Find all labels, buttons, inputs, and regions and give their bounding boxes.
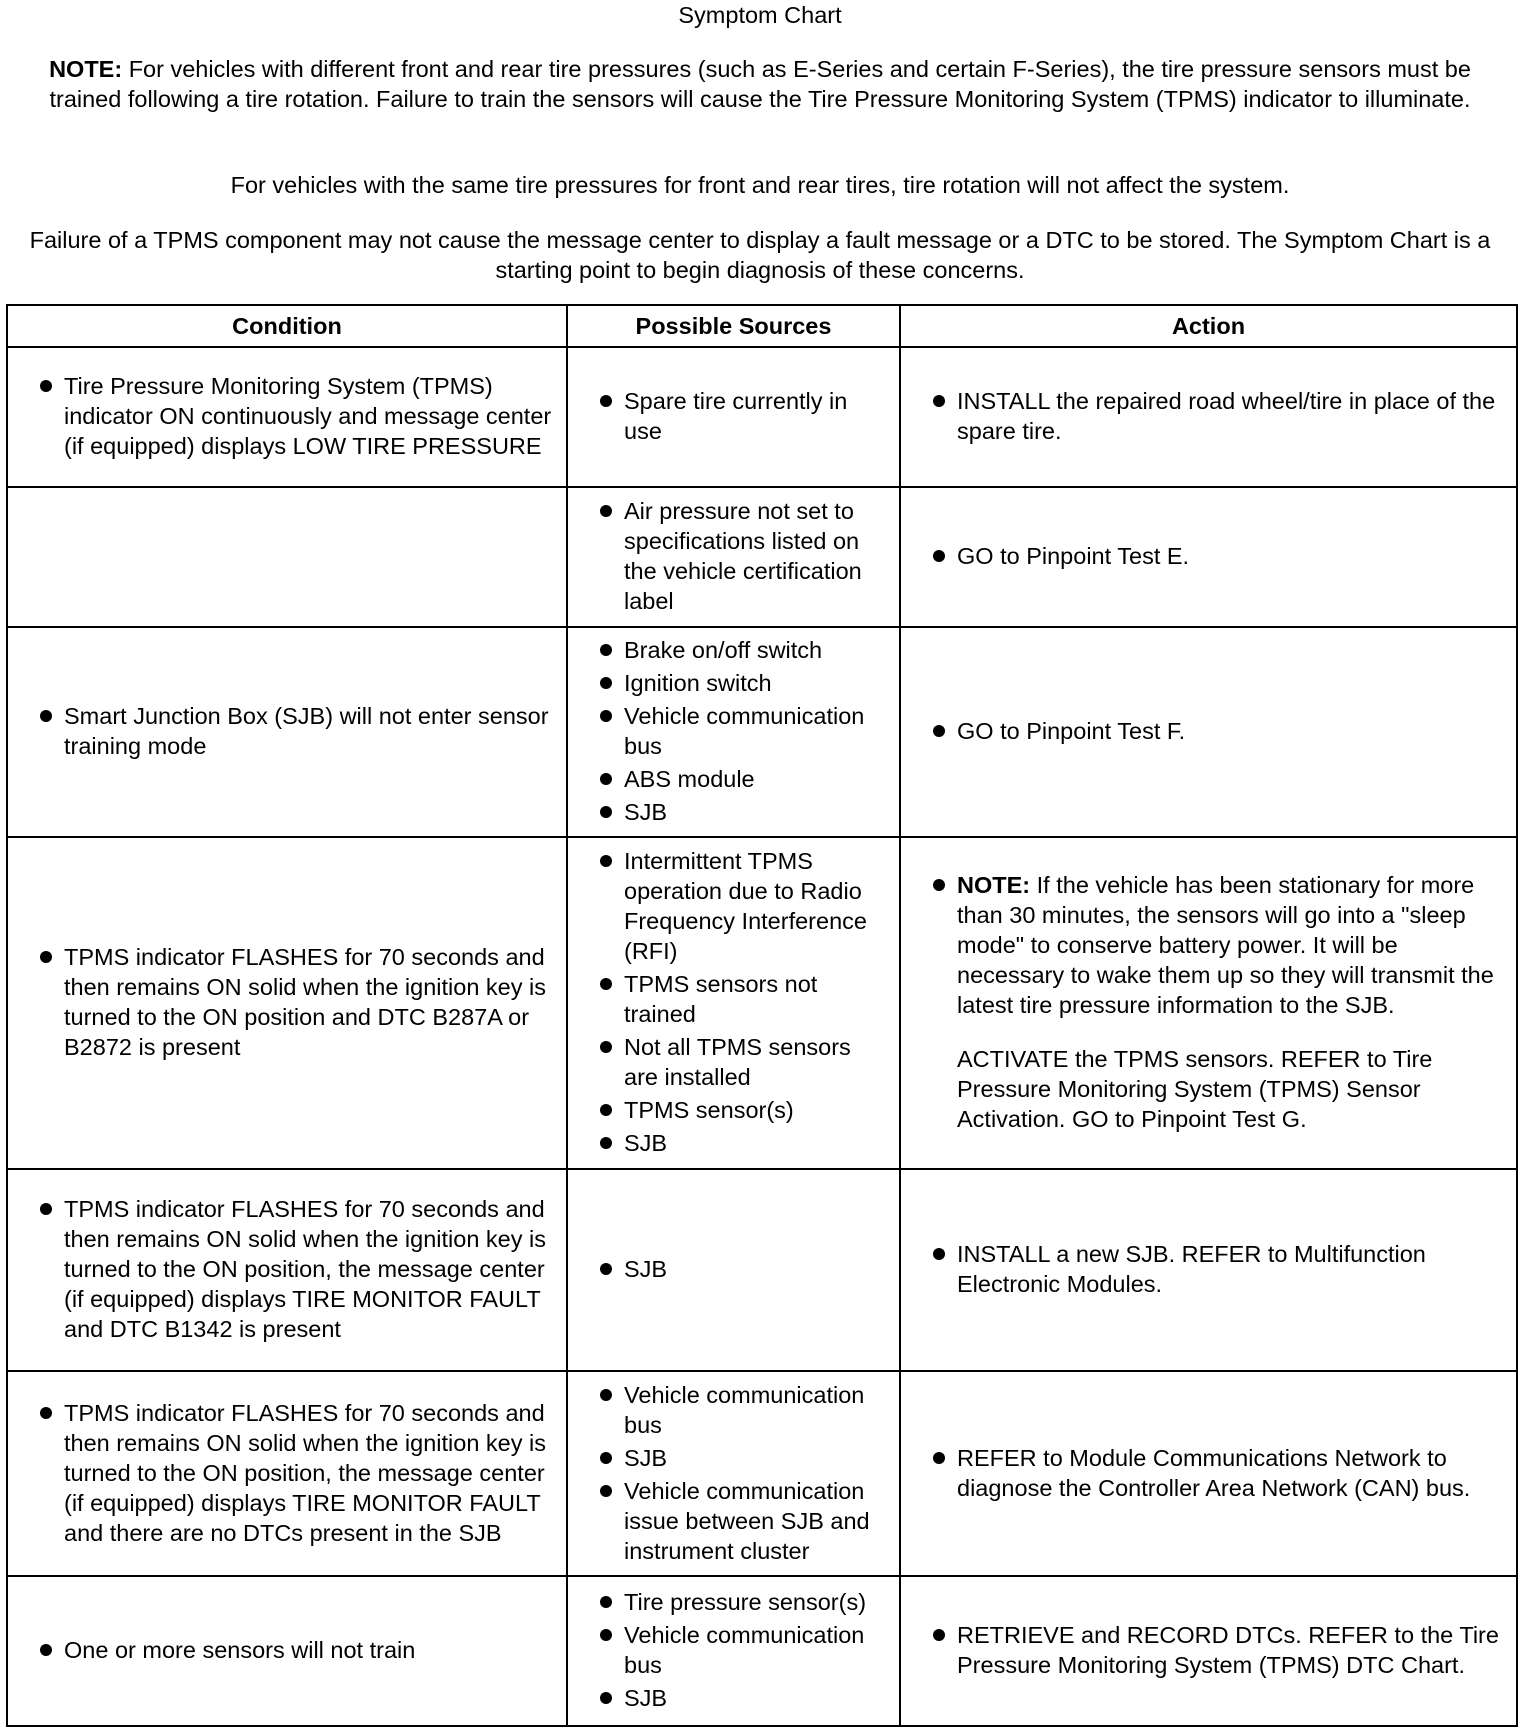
condition-cell: [7, 627, 567, 837]
condition-item: One or more sensors will not train: [16, 1635, 558, 1665]
condition-cell: [7, 1371, 567, 1576]
sources-cell: [567, 487, 900, 627]
sources-cell: [567, 837, 900, 1169]
source-item: SJB: [576, 1128, 891, 1158]
condition-cell: [7, 1576, 567, 1726]
source-item: Vehicle communication bus: [576, 1380, 891, 1440]
action-cell: [900, 347, 1517, 487]
table-header-row: [7, 305, 1517, 347]
source-item: Air pressure not set to specifications listed on the vehicle certification label: [576, 496, 891, 616]
table-row: [7, 347, 1517, 487]
condition-item: Tire Pressure Monitoring System (TPMS) indicator ON continuously and message center (if equipped) displays LOW TIRE PRESSURE: [16, 371, 558, 461]
header-action: Action: [900, 305, 1517, 347]
condition-cell: [7, 1169, 567, 1371]
action-item: RETRIEVE and RECORD DTCs. REFER to the Tire Pressure Monitoring System (TPMS) DTC Chart.: [909, 1620, 1508, 1680]
action-item: [909, 870, 1508, 1134]
source-item: TPMS sensor(s): [576, 1095, 891, 1125]
symptom-table: [6, 304, 1518, 1727]
source-item: SJB: [576, 1443, 891, 1473]
source-item: Vehicle communication issue between SJB and instrument cluster: [576, 1476, 891, 1566]
source-item: Spare tire currently in use: [576, 386, 891, 446]
action-cell: [900, 487, 1517, 627]
condition-cell: [7, 487, 567, 627]
condition-item: TPMS indicator FLASHES for 70 seconds and then remains ON solid when the ignition key is turned to the ON position, the message center (if equipped) displays TIRE MONITOR FAULT and DTC B1342 is present: [16, 1194, 558, 1344]
action-cell: [900, 1169, 1517, 1371]
sources-cell: [567, 1169, 900, 1371]
action-item: GO to Pinpoint Test E.: [909, 541, 1508, 571]
condition-item: Smart Junction Box (SJB) will not enter sensor training mode: [16, 701, 558, 761]
condition-item: TPMS indicator FLASHES for 70 seconds and then remains ON solid when the ignition key is turned to the ON position, the message center (if equipped) displays TIRE MONITOR FAULT and there are no DTCs present in the SJB: [16, 1398, 558, 1548]
action-cell: [900, 1576, 1517, 1726]
source-item: Not all TPMS sensors are installed: [576, 1032, 891, 1092]
table-row: [7, 1371, 1517, 1576]
table-row: [7, 1169, 1517, 1371]
action-item: INSTALL a new SJB. REFER to Multifunction Electronic Modules.: [909, 1239, 1508, 1299]
table-row: [7, 837, 1517, 1169]
action-item: GO to Pinpoint Test F.: [909, 716, 1508, 746]
page-title: Symptom Chart: [678, 2, 842, 28]
source-item: Intermittent TPMS operation due to Radio Frequency Interference (RFI): [576, 846, 891, 966]
table-row: [7, 1576, 1517, 1726]
source-item: Vehicle communication bus: [576, 1620, 891, 1680]
action-note-text: If the vehicle has been stationary for more than 30 minutes, the sensors will go into a "sleep mode" to conserve battery power. It will be necessary to wake them up so they will transmit the latest tire pressure information to the SJB.: [957, 872, 1494, 1018]
sources-cell: [567, 627, 900, 837]
sources-cell: [567, 1371, 900, 1576]
action-activation-text: ACTIVATE the TPMS sensors. REFER to Tire Pressure Monitoring System (TPMS) Sensor Activation. GO to Pinpoint Test G.: [957, 1046, 1433, 1132]
action-item: REFER to Module Communications Network to diagnose the Controller Area Network (CAN) bus.: [909, 1443, 1508, 1503]
condition-cell: [7, 837, 567, 1169]
note-text: For vehicles with different front and rear tire pressures (such as E-Series and certain F-Series), the tire pressure sensors must be trained following a tire rotation. Failure to train the sensors will cause the Tire Pressure Monitoring System (TPMS) indicator to illuminate.: [49, 56, 1471, 112]
sources-cell: [567, 347, 900, 487]
source-item: SJB: [576, 1254, 891, 1284]
source-item: TPMS sensors not trained: [576, 969, 891, 1029]
action-cell: [900, 837, 1517, 1169]
source-item: Brake on/off switch: [576, 635, 891, 665]
header-possible-sources: Possible Sources: [567, 305, 900, 347]
source-item: Tire pressure sensor(s): [576, 1587, 891, 1617]
sources-cell: [567, 1576, 900, 1726]
intro-paragraph-rotation: For vehicles with the same tire pressures for front and rear tires, tire rotation will not affect the system.: [230, 172, 1290, 198]
header-condition: Condition: [7, 305, 567, 347]
intro-paragraph-failure: Failure of a TPMS component may not cause the message center to display a fault message or a DTC to be stored. The Symptom Chart is a starting point to begin diagnosis of these concerns.: [29, 227, 1491, 283]
intro-note: [14, 54, 1506, 114]
action-item: INSTALL the repaired road wheel/tire in place of the spare tire.: [909, 386, 1508, 446]
table-row: [7, 627, 1517, 837]
condition-item: TPMS indicator FLASHES for 70 seconds and then remains ON solid when the ignition key is turned to the ON position and DTC B287A or B2872 is present: [16, 942, 558, 1062]
action-cell: [900, 627, 1517, 837]
table-row: [7, 487, 1517, 627]
note-label: NOTE:: [49, 56, 123, 82]
source-item: ABS module: [576, 764, 891, 794]
condition-cell: [7, 347, 567, 487]
source-item: Ignition switch: [576, 668, 891, 698]
source-item: SJB: [576, 1683, 891, 1713]
source-item: SJB: [576, 797, 891, 827]
source-item: Vehicle communication bus: [576, 701, 891, 761]
action-cell: [900, 1371, 1517, 1576]
action-note-label: NOTE:: [957, 872, 1031, 898]
